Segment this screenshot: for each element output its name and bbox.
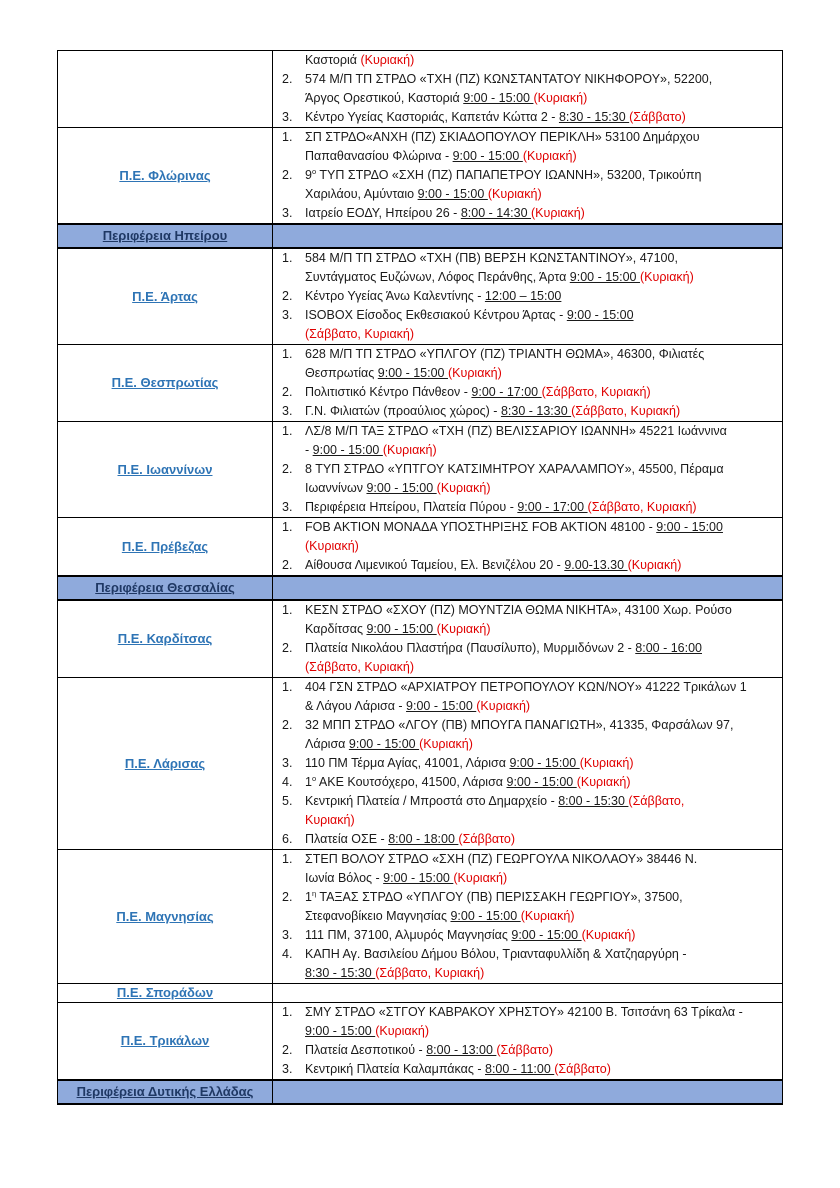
day-text: (Κυριακή) bbox=[533, 91, 588, 105]
region-label-cell bbox=[58, 128, 273, 225]
day-text: (Κυριακή) bbox=[360, 53, 415, 67]
item-number: 1. bbox=[282, 520, 293, 534]
location-text: 110 ΠΜ Τέρμα Αγίας, 41001, Λάρισα bbox=[305, 756, 510, 770]
location-line bbox=[273, 128, 782, 147]
hours-text: 9:00 - 15:00 bbox=[406, 699, 477, 713]
location-text: Κεντρική Πλατεία Καλαμπάκας - bbox=[305, 1062, 485, 1076]
day-text: (Σάββατο, bbox=[628, 794, 685, 808]
region-label-cell bbox=[58, 422, 273, 518]
region-row bbox=[58, 422, 783, 518]
location-line bbox=[273, 364, 782, 383]
location-text: Χαριλάου, Αμύνταιο bbox=[305, 187, 418, 201]
hours-text: 9:00 - 15:00 bbox=[569, 270, 640, 284]
section-header-cell bbox=[58, 576, 273, 600]
locations-cell bbox=[273, 345, 783, 422]
item-number: 2. bbox=[282, 890, 293, 904]
day-text: (Σάββατο, Κυριακή) bbox=[571, 404, 681, 418]
location-text: 8 ΤΥΠ ΣΤΡΔΟ «ΥΠΤΓΟΥ ΚΑΤΣΙΜΗΤΡΟΥ ΧΑΡΑΛΑΜΠΟΥ», 45500, Πέραμα bbox=[305, 462, 724, 476]
hours-text: 9:00 - 15:00 bbox=[450, 909, 521, 923]
locations-cell bbox=[273, 422, 783, 518]
location-text: ΣΠ ΣΤΡΔΟ«ΑΝΧΗ (ΠΖ) ΣΚΙΑΔΟΠΟΥΛΟΥ ΠΕΡΙΚΛΗ» 53100 Δημάρχου bbox=[305, 130, 700, 144]
hours-text: 8:00 - 16:00 bbox=[635, 641, 702, 655]
day-text: (Κυριακή) bbox=[520, 909, 575, 923]
location-line bbox=[273, 70, 782, 89]
region-label-cell bbox=[58, 678, 273, 850]
locations-cell bbox=[273, 600, 783, 678]
location-line bbox=[273, 268, 782, 287]
item-number: 1. bbox=[282, 680, 293, 694]
locations-cell bbox=[273, 1003, 783, 1081]
hours-text: 9:00 - 17:00 bbox=[471, 385, 542, 399]
region-link[interactable]: Π.Ε. Λάρισας bbox=[124, 755, 206, 771]
location-text: 1 bbox=[305, 775, 312, 789]
hours-text: 9:00 - 15:00 bbox=[566, 308, 634, 322]
item-number: 2. bbox=[282, 168, 293, 182]
day-text: (Κυριακή) bbox=[627, 558, 682, 572]
table-body bbox=[58, 51, 783, 1105]
location-line bbox=[273, 773, 782, 792]
location-text: ΣΤΕΠ ΒΟΛΟΥ ΣΤΡΔΟ «ΣΧΗ (ΠΖ) ΓΕΩΡΓΟΥΛΑ ΝΙΚΟΛΑΟΥ» 38446 Ν. bbox=[305, 852, 698, 866]
location-line bbox=[273, 345, 782, 364]
hours-text: 8:30 - 15:30 bbox=[305, 966, 376, 980]
location-text: Στεφανοβίκειο Μαγνησίας bbox=[305, 909, 451, 923]
locations-cell bbox=[273, 984, 783, 1003]
hours-text: 9:00 - 15:00 bbox=[509, 756, 580, 770]
location-line bbox=[273, 658, 782, 677]
location-text: Καρδίτσας bbox=[305, 622, 367, 636]
location-line bbox=[273, 325, 782, 344]
location-text: Πλατεία Νικολάου Πλαστήρα (Παυσίλυπο), Μυρμιδόνων 2 - bbox=[305, 641, 636, 655]
hours-text: 9:00 - 15:00 bbox=[377, 366, 448, 380]
item-number: 3. bbox=[282, 1062, 293, 1076]
region-link[interactable]: Π.Ε. Μαγνησίας bbox=[116, 908, 214, 924]
location-text: Συντάγματος Ευζώνων, Λόφος Περάνθης, Άρτα bbox=[305, 270, 570, 284]
location-line bbox=[273, 1041, 782, 1060]
day-text: (Σάββατο, Κυριακή) bbox=[375, 966, 485, 980]
location-text: ΚΑΠΗ Αγ. Βασιλείου Δήμου Βόλου, Τριανταφυλλίδη & Χατζηαργύρη - bbox=[305, 947, 687, 961]
hours-text: 8:00 - 14:30 bbox=[460, 206, 532, 220]
location-line bbox=[273, 556, 782, 575]
locations-cell bbox=[273, 850, 783, 984]
location-line bbox=[273, 108, 782, 127]
item-number: 1. bbox=[282, 347, 293, 361]
day-text: (Σάββατο) bbox=[458, 832, 516, 846]
item-number: 6. bbox=[282, 832, 293, 846]
location-line bbox=[273, 498, 782, 517]
day-text: (Κυριακή) bbox=[476, 699, 531, 713]
section-header-spacer bbox=[273, 576, 783, 600]
location-line bbox=[273, 754, 782, 773]
item-number: 3. bbox=[282, 206, 293, 220]
location-line bbox=[273, 850, 782, 869]
day-text: (Κυριακή) bbox=[531, 206, 585, 220]
location-text: Γ.Ν. Φιλιατών (προαύλιος χώρος) - bbox=[305, 404, 501, 418]
location-text: Άργος Ορεστικού, Καστοριά bbox=[305, 91, 464, 105]
region-label-cell bbox=[58, 51, 273, 128]
region-link[interactable]: Π.Ε. Φλώρινας bbox=[119, 167, 211, 183]
location-text: ο bbox=[311, 773, 317, 783]
location-line bbox=[273, 249, 782, 268]
region-label-cell bbox=[58, 600, 273, 678]
item-number: 2. bbox=[282, 289, 293, 303]
item-number: 2. bbox=[282, 718, 293, 732]
location-text: Ιωνία Βόλος - bbox=[305, 871, 384, 885]
location-line bbox=[273, 441, 782, 460]
item-number: 3. bbox=[282, 756, 293, 770]
section-header-spacer bbox=[273, 224, 783, 248]
day-text: (Σάββατο, Κυριακή) bbox=[587, 500, 697, 514]
location-line bbox=[273, 907, 782, 926]
hours-text: 9:00 - 15:00 bbox=[366, 622, 437, 636]
location-text: Περιφέρεια Ηπείρου, Πλατεία Πύρου - bbox=[305, 500, 518, 514]
day-text: (Σάββατο, Κυριακή) bbox=[305, 660, 415, 674]
item-number: 2. bbox=[282, 72, 293, 86]
section-header-label: Περιφέρεια Δυτικής Ελλάδας bbox=[76, 1084, 254, 1099]
hours-text: 9:00 - 15:00 bbox=[312, 443, 383, 457]
location-text: FOB AKTION ΜΟΝΑΔΑ ΥΠΟΣΤΗΡΙΞΗΣ FOB AKTION 48100 - bbox=[305, 520, 657, 534]
location-text: Κεντρική Πλατεία / Μπροστά στο Δημαρχείο - bbox=[305, 794, 559, 808]
region-row bbox=[58, 128, 783, 225]
section-header-row bbox=[58, 1080, 783, 1104]
location-line bbox=[273, 620, 782, 639]
item-number: 1. bbox=[282, 424, 293, 438]
day-text: (Κυριακή) bbox=[419, 737, 473, 751]
region-row bbox=[58, 678, 783, 850]
day-text: (Κυριακή) bbox=[522, 149, 577, 163]
location-text: 111 ΠΜ, 37100, Αλμυρός Μαγνησίας bbox=[305, 928, 512, 942]
location-text: ISOBOX Είσοδος Εκθεσιακού Κέντρου Άρτας - bbox=[305, 308, 567, 322]
locations-cell bbox=[273, 518, 783, 577]
location-line bbox=[273, 888, 782, 907]
location-text: ο bbox=[311, 166, 317, 176]
region-row bbox=[58, 850, 783, 984]
location-text: ΤΑΞΑΣ ΣΤΡΔΟ «ΥΠΛΓΟΥ (ΠΒ) ΠΕΡΙΣΣΑΚΗ ΓΕΩΡΓΙΟΥ», 37500, bbox=[316, 890, 683, 904]
section-header-label: Περιφέρεια Θεσσαλίας bbox=[95, 580, 235, 595]
location-line bbox=[273, 945, 782, 964]
location-line bbox=[273, 537, 782, 556]
item-number: 3. bbox=[282, 308, 293, 322]
location-line bbox=[273, 185, 782, 204]
location-text: 628 Μ/Π ΤΠ ΣΤΡΔΟ «ΥΠΛΓΟΥ (ΠΖ) ΤΡΙΑΝΤΗ ΘΩΜΑ», 46300, Φιλιατές bbox=[305, 347, 705, 361]
item-number: 3. bbox=[282, 928, 293, 942]
region-label-cell bbox=[58, 984, 273, 1003]
hours-text: 9:00 - 15:00 bbox=[383, 871, 454, 885]
item-number: 2. bbox=[282, 558, 293, 572]
location-line bbox=[273, 204, 782, 223]
region-link[interactable]: Π.Ε. Σποράδων bbox=[116, 985, 214, 1000]
locations-table bbox=[57, 50, 783, 1105]
hours-text: 8:00 - 15:30 bbox=[558, 794, 629, 808]
location-text: ΑΚΕ Κουτσόχερο, 41500, Λάρισα bbox=[316, 775, 507, 789]
hours-text: 9:00 - 17:00 bbox=[517, 500, 588, 514]
day-text: (Κυριακή) bbox=[453, 871, 508, 885]
location-line bbox=[273, 830, 782, 849]
location-text: Θεσπρωτίας bbox=[305, 366, 378, 380]
region-label-cell bbox=[58, 1003, 273, 1081]
day-text: (Κυριακή) bbox=[576, 775, 631, 789]
location-text: 32 ΜΠΠ ΣΤΡΔΟ «ΛΓΟΥ (ΠΒ) ΜΠΟΥΓΑ ΠΑΝΑΓΙΩΤΗ», 41335, Φαρσάλων 97, bbox=[305, 718, 734, 732]
hours-text: 9:00 - 15:00 bbox=[305, 1024, 376, 1038]
location-line bbox=[273, 460, 782, 479]
region-label-cell bbox=[58, 850, 273, 984]
location-text: Καστοριά bbox=[305, 53, 361, 67]
location-text: Κέντρο Υγείας Άνω Καλεντίνης - bbox=[305, 289, 485, 303]
region-row bbox=[58, 600, 783, 678]
location-text: - bbox=[305, 443, 313, 457]
region-link[interactable]: Π.Ε. Καρδίτσας bbox=[117, 631, 213, 646]
section-header-spacer bbox=[273, 1080, 783, 1104]
hours-text: 9:00 - 15:00 bbox=[506, 775, 577, 789]
day-text: (Κυριακή) bbox=[487, 187, 542, 201]
day-text: (Κυριακή) bbox=[581, 928, 636, 942]
hours-text: 9:00 - 15:00 bbox=[511, 928, 582, 942]
day-text: (Κυριακή) bbox=[436, 622, 491, 636]
item-number: 2. bbox=[282, 385, 293, 399]
locations-cell bbox=[273, 248, 783, 345]
location-text: Ιατρείο ΕΟΔΥ, Ηπείρου 26 - bbox=[305, 206, 461, 220]
region-row bbox=[58, 518, 783, 577]
hours-text: 8:30 - 13:30 bbox=[500, 404, 572, 418]
day-text: (Κυριακή) bbox=[579, 756, 634, 770]
day-text: (Κυριακή) bbox=[305, 539, 359, 553]
region-link[interactable]: Π.Ε. Ιωαννίνων bbox=[117, 461, 213, 477]
region-row bbox=[58, 51, 783, 128]
region-link[interactable]: Π.Ε. Θεσπρωτίας bbox=[111, 375, 219, 390]
day-text: (Σάββατο) bbox=[629, 110, 686, 124]
location-line bbox=[273, 383, 782, 402]
item-number: 2. bbox=[282, 641, 293, 655]
day-text: (Κυριακή) bbox=[639, 270, 694, 284]
section-header-cell bbox=[58, 1080, 273, 1104]
location-line bbox=[273, 926, 782, 945]
location-line bbox=[273, 697, 782, 716]
document-page bbox=[57, 50, 783, 1105]
location-text: Πλατεία Δεσποτικού - bbox=[305, 1043, 427, 1057]
hours-text: 9:00 - 15:00 bbox=[463, 91, 534, 105]
hours-text: 9:00 - 15:00 bbox=[417, 187, 488, 201]
item-number: 5. bbox=[282, 794, 293, 808]
hours-text: 8:00 - 11:00 bbox=[485, 1062, 555, 1076]
item-number: 1. bbox=[282, 130, 293, 144]
item-number: 1. bbox=[282, 251, 293, 265]
location-line bbox=[273, 1060, 782, 1079]
hours-text: 9:00 - 15:00 bbox=[348, 737, 420, 751]
location-text: 574 Μ/Π ΤΠ ΣΤΡΔΟ «ΤΧΗ (ΠΖ) ΚΩΝΣΤΑΝΤΑΤΟΥ ΝΙΚΗΦΟΡΟΥ», 52200, bbox=[305, 72, 713, 86]
region-link[interactable]: Π.Ε. Τρικάλων bbox=[120, 1033, 210, 1048]
region-row bbox=[58, 1003, 783, 1081]
hours-text: 9:00 - 15:00 bbox=[452, 149, 523, 163]
day-text: Κυριακή) bbox=[305, 813, 355, 827]
day-text: (Κυριακή) bbox=[375, 1024, 430, 1038]
location-line bbox=[273, 964, 782, 983]
location-text: & Λάγου Λάρισα - bbox=[305, 699, 407, 713]
hours-text: 8:00 - 18:00 bbox=[388, 832, 459, 846]
region-label-cell bbox=[58, 345, 273, 422]
location-line bbox=[273, 166, 782, 185]
location-text: Λάρισα bbox=[305, 737, 349, 751]
day-text: (Κυριακή) bbox=[382, 443, 437, 457]
location-line bbox=[273, 792, 782, 811]
locations-cell bbox=[273, 128, 783, 225]
day-text: (Σάββατο, Κυριακή) bbox=[305, 327, 415, 341]
item-number: 3. bbox=[282, 404, 293, 418]
location-text: ΛΣ/8 Μ/Π ΤΑΞ ΣΤΡΔΟ «ΤΧΗ (ΠΖ) ΒΕΛΙΣΣΑΡΙΟΥ ΙΩΑΝΝΗ» 45221 Ιωάννινα bbox=[305, 424, 727, 438]
day-text: (Σάββατο) bbox=[554, 1062, 611, 1076]
location-text: 1 bbox=[305, 890, 312, 904]
location-line bbox=[273, 479, 782, 498]
region-link[interactable]: Π.Ε. Άρτας bbox=[132, 288, 198, 304]
day-text: (Κυριακή) bbox=[436, 481, 491, 495]
location-line bbox=[273, 735, 782, 754]
item-number: 1. bbox=[282, 1005, 293, 1019]
location-line bbox=[273, 89, 782, 108]
location-text: Ιωαννίνων bbox=[305, 481, 367, 495]
region-row bbox=[58, 984, 783, 1003]
item-number: 4. bbox=[282, 947, 293, 961]
item-number: 1. bbox=[282, 603, 293, 617]
day-text: (Σάββατο, Κυριακή) bbox=[541, 385, 651, 399]
region-link[interactable]: Π.Ε. Πρέβεζας bbox=[121, 538, 209, 554]
location-text: 404 ΓΣΝ ΣΤΡΔΟ «ΑΡΧΙΑΤΡΟΥ ΠΕΤΡΟΠΟΥΛΟΥ ΚΩΝ/ΝΟΥ» 41222 Τρικάλων 1 bbox=[305, 680, 747, 694]
location-text: Κέντρο Υγείας Καστοριάς, Καπετάν Κώττα 2 - bbox=[305, 110, 559, 124]
location-text: η bbox=[311, 888, 317, 898]
location-text: Πολιτιστικό Κέντρο Πάνθεον - bbox=[305, 385, 472, 399]
day-text: (Κυριακή) bbox=[447, 366, 502, 380]
item-number: 3. bbox=[282, 110, 293, 124]
hours-text: 8:30 - 15:30 bbox=[558, 110, 630, 124]
day-text: (Σάββατο) bbox=[496, 1043, 553, 1057]
location-text: Πλατεία ΟΣΕ - bbox=[305, 832, 389, 846]
item-number: 3. bbox=[282, 500, 293, 514]
location-text: ΣΜΥ ΣΤΡΔΟ «ΣΤΓΟΥ ΚΑΒΡΑΚΟΥ ΧΡΗΣΤΟΥ» 42100 Β. Τσιτσάνη 63 Τρίκαλα - bbox=[305, 1005, 743, 1019]
hours-text: 9.00-13.30 bbox=[564, 558, 628, 572]
location-line bbox=[273, 287, 782, 306]
hours-text: 8:00 - 13:00 bbox=[426, 1043, 497, 1057]
location-line bbox=[273, 306, 782, 325]
location-line bbox=[273, 1022, 782, 1041]
region-row bbox=[58, 345, 783, 422]
location-line bbox=[273, 716, 782, 735]
location-line bbox=[273, 869, 782, 888]
item-number: 4. bbox=[282, 775, 293, 789]
item-number: 1. bbox=[282, 852, 293, 866]
location-text: ΚΕΣΝ ΣΤΡΔΟ «ΣΧΟΥ (ΠΖ) ΜΟΥΝΤΖΙΑ ΘΩΜΑ ΝΙΚΗΤΑ», 43100 Χωρ. Ρούσο bbox=[305, 603, 732, 617]
location-line bbox=[273, 1003, 782, 1022]
hours-text: 9:00 - 15:00 bbox=[366, 481, 437, 495]
section-header-row bbox=[58, 224, 783, 248]
location-line bbox=[273, 51, 782, 70]
location-line bbox=[273, 422, 782, 441]
location-text: Παπαθανασίου Φλώρινα - bbox=[305, 149, 453, 163]
locations-cell bbox=[273, 51, 783, 128]
location-text: 9 bbox=[305, 168, 312, 182]
location-line bbox=[273, 601, 782, 620]
region-label-cell bbox=[58, 518, 273, 577]
location-line bbox=[273, 639, 782, 658]
section-header-label: Περιφέρεια Ηπείρου bbox=[102, 228, 228, 243]
location-line bbox=[273, 811, 782, 830]
location-line bbox=[273, 147, 782, 166]
hours-text: 12:00 – 15:00 bbox=[484, 289, 562, 303]
region-row bbox=[58, 248, 783, 345]
item-number: 2. bbox=[282, 462, 293, 476]
region-label-cell bbox=[58, 248, 273, 345]
hours-text: 9:00 - 15:00 bbox=[656, 520, 723, 534]
location-text: Αίθουσα Λιμενικού Ταμείου, Ελ. Βενιζέλου 20 - bbox=[305, 558, 565, 572]
section-header-cell bbox=[58, 224, 273, 248]
location-line bbox=[273, 678, 782, 697]
location-line bbox=[273, 402, 782, 421]
section-header-row bbox=[58, 576, 783, 600]
location-line bbox=[273, 518, 782, 537]
locations-cell bbox=[273, 678, 783, 850]
item-number: 2. bbox=[282, 1043, 293, 1057]
location-text: 584 Μ/Π ΤΠ ΣΤΡΔΟ «ΤΧΗ (ΠΒ) ΒΕΡΣΗ ΚΩΝΣΤΑΝΤΙΝΟΥ», 47100, bbox=[305, 251, 678, 265]
location-text: ΤΥΠ ΣΤΡΔΟ «ΣΧΗ (ΠΖ) ΠΑΠΑΠΕΤΡΟΥ ΙΩΑΝΝΗ», 53200, Τρικούπη bbox=[316, 168, 702, 182]
